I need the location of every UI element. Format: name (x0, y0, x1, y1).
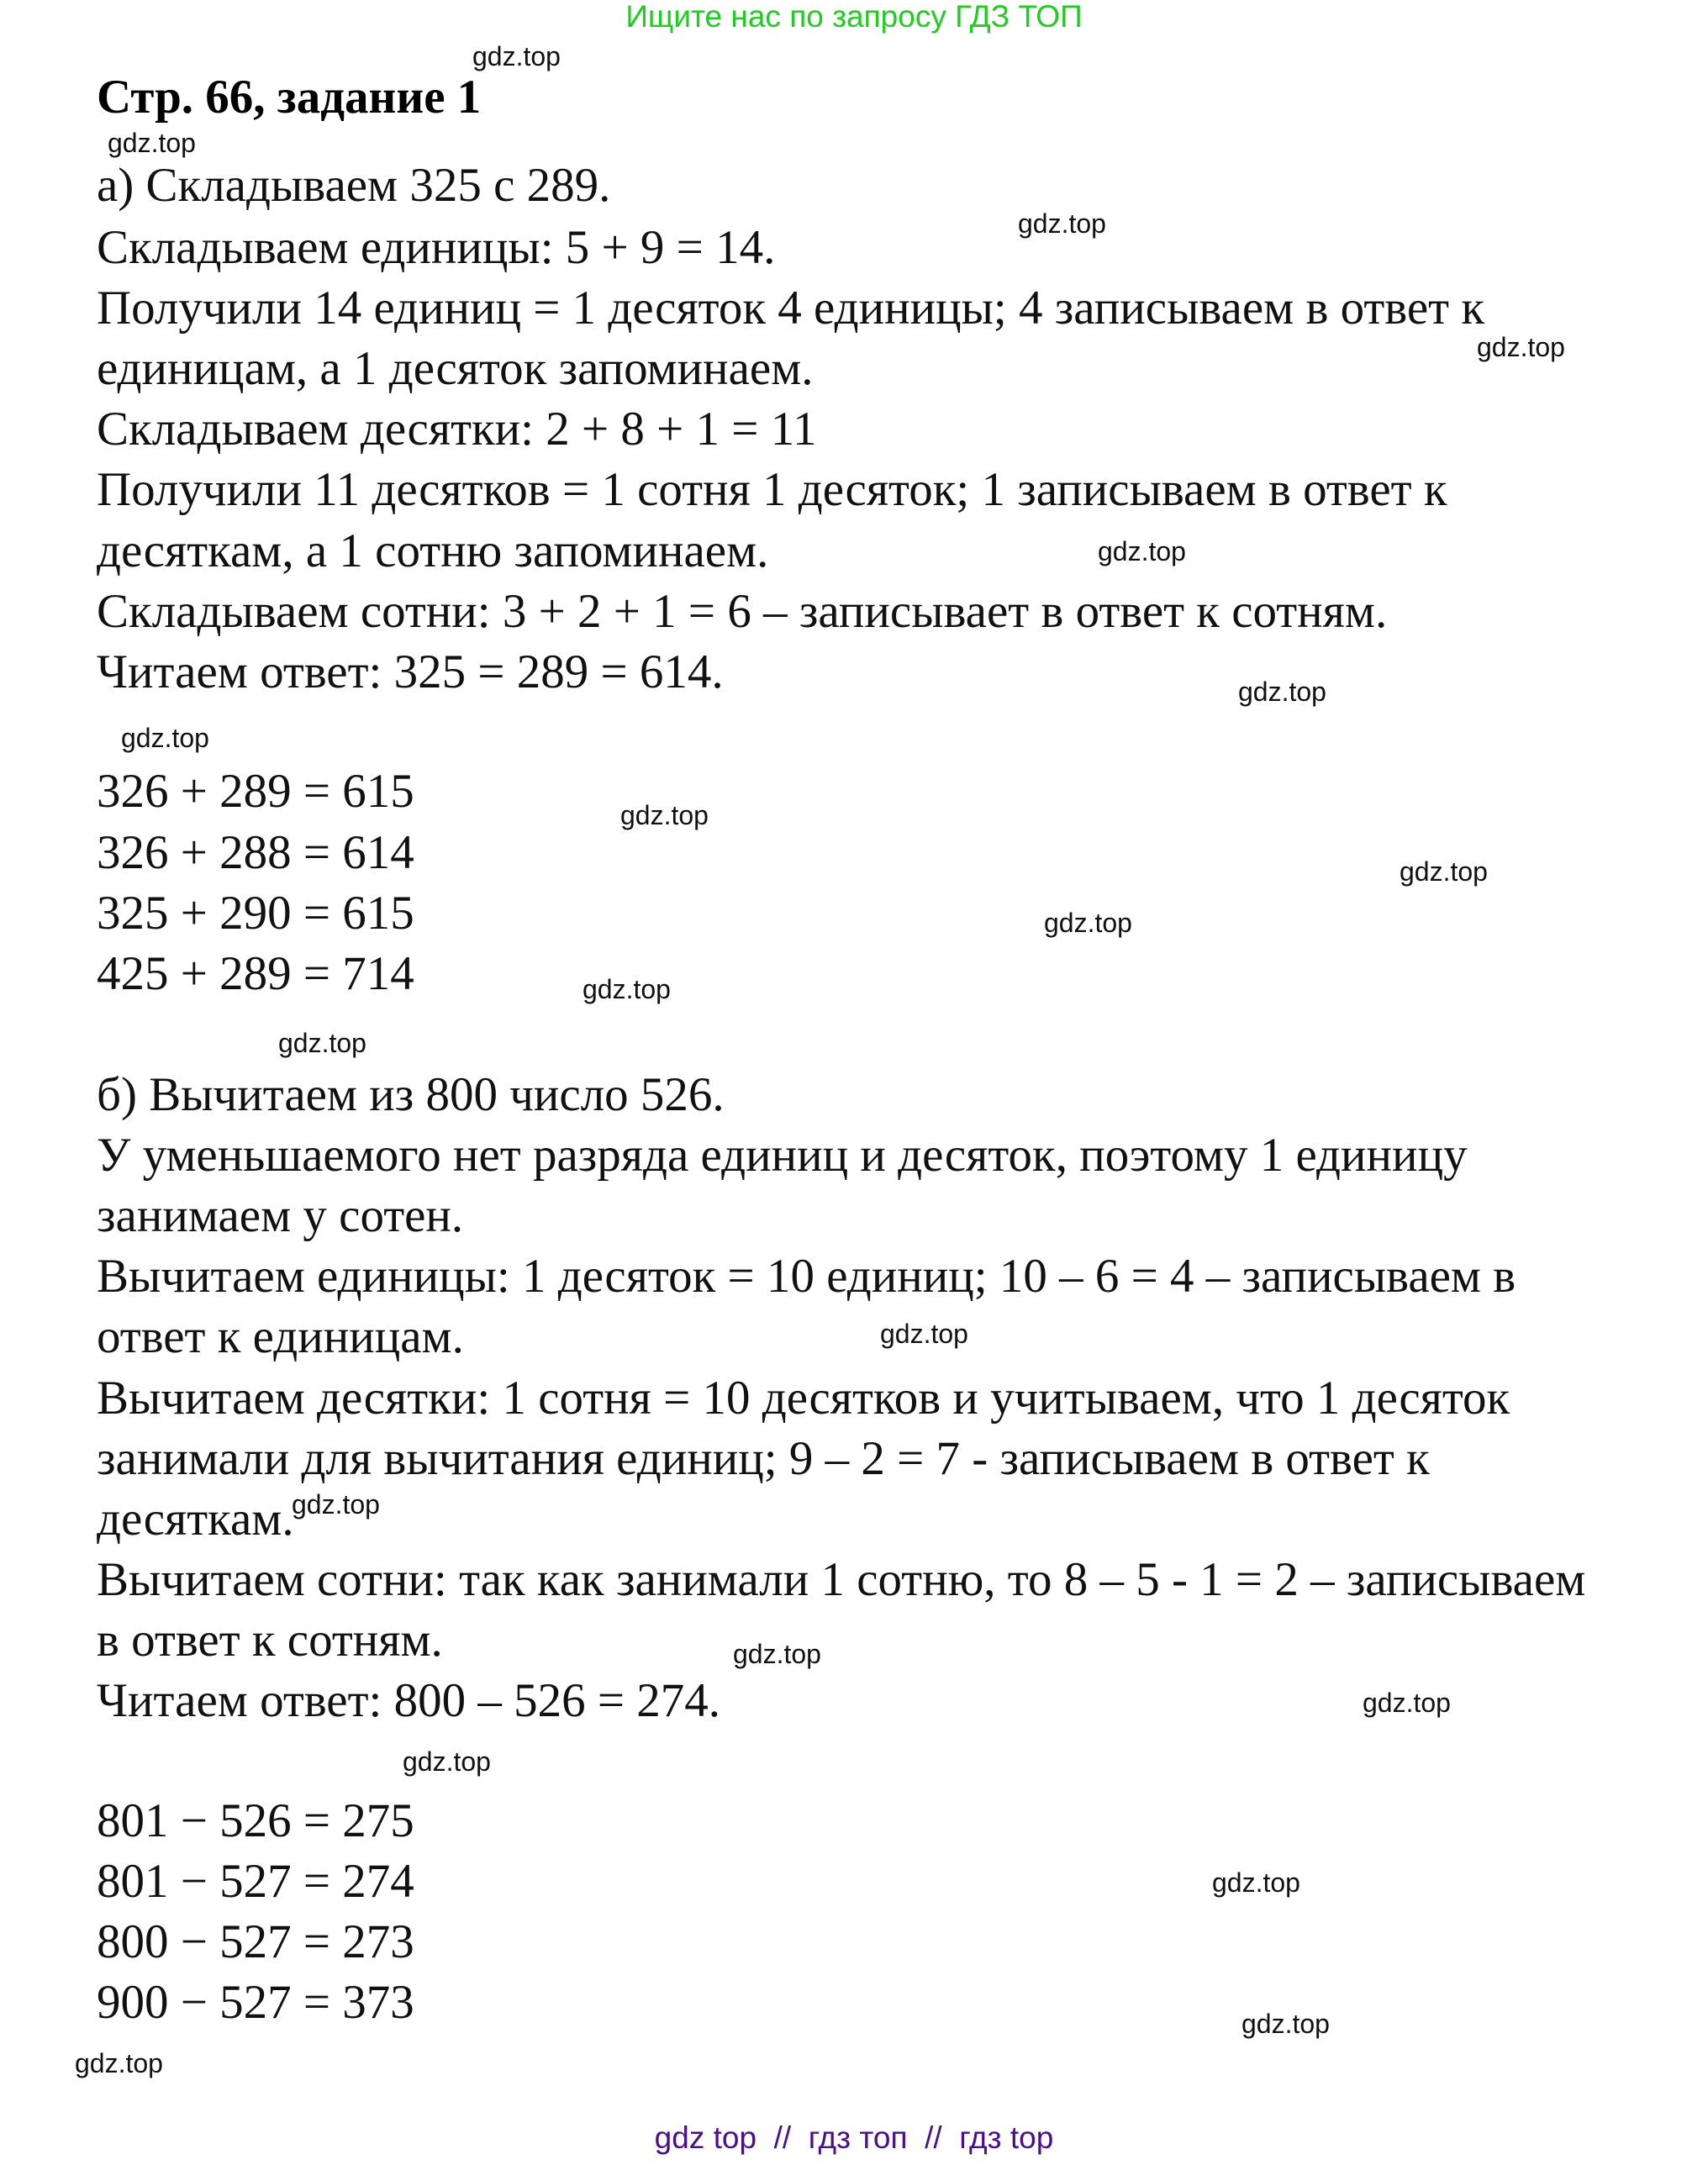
part-b-line: б) Вычитаем из 800 число 526. (97, 1068, 725, 1121)
part-b-line: занимали для вычитания единиц; 9 – 2 = 7 - записываем в ответ к (97, 1432, 1430, 1485)
part-a-line: Читаем ответ: 325 = 289 = 614. (97, 645, 724, 698)
part-b-line: десяткам. (97, 1493, 294, 1546)
part-a-example: 326 + 288 = 614 (97, 826, 414, 879)
watermark: gdz.top (1477, 332, 1565, 362)
watermark: gdz.top (1400, 856, 1488, 887)
part-a-example: 326 + 289 = 615 (97, 765, 414, 818)
watermark: gdz.top (292, 1489, 380, 1520)
watermark: gdz.top (403, 1746, 491, 1777)
watermark: gdz.top (733, 1639, 821, 1669)
search-banner: Ищите нас по запросу ГДЗ ТОП (625, 0, 1083, 34)
part-b-line: Вычитаем единицы: 1 десяток = 10 единиц; 10 – 6 = 4 – записываем в (97, 1250, 1516, 1303)
part-a-line: а) Складываем 325 с 289. (97, 159, 611, 212)
part-a-example: 425 + 289 = 714 (97, 947, 414, 1000)
part-a-line: Получили 11 десятков = 1 сотня 1 десяток; 1 записываем в ответ к (97, 463, 1447, 516)
part-a-line: Складываем десятки: 2 + 8 + 1 = 11 (97, 403, 817, 456)
part-b-line: ответ к единицам. (97, 1310, 464, 1363)
part-b-line: Читаем ответ: 800 – 526 = 274. (97, 1674, 721, 1727)
part-a-line: Складываем единицы: 5 + 9 = 14. (97, 221, 776, 274)
watermark: gdz.top (1363, 1688, 1451, 1718)
watermark: gdz.top (1241, 2009, 1330, 2039)
part-a-example: 325 + 290 = 615 (97, 887, 414, 940)
part-b-line: Вычитаем десятки: 1 сотня = 10 десятков и учитываем, что 1 десяток (97, 1372, 1510, 1425)
part-b-example: 801 − 526 = 275 (97, 1794, 414, 1847)
watermark: gdz.top (880, 1319, 968, 1349)
watermark: gdz.top (1044, 908, 1132, 938)
watermark: gdz.top (121, 723, 209, 753)
watermark: gdz.top (583, 974, 671, 1004)
watermark: gdz.top (472, 41, 561, 71)
part-a-line: Получили 14 единиц = 1 десяток 4 единицы; 4 записываем в ответ к (97, 282, 1485, 334)
part-a-line: Складываем сотни: 3 + 2 + 1 = 6 – записывает в ответ к сотням. (97, 585, 1388, 638)
watermark: gdz.top (1018, 208, 1106, 239)
footer-links[interactable]: gdz top // гдз топ // гдз top (654, 2120, 1054, 2155)
part-b-example: 800 − 527 = 273 (97, 1915, 414, 1968)
watermark: gdz.top (1238, 677, 1326, 707)
part-a-line: единицам, а 1 десяток запоминаем. (97, 342, 814, 395)
part-b-line: в ответ к сотням. (97, 1614, 443, 1667)
watermark: gdz.top (1212, 1867, 1300, 1898)
part-b-line: занимаем у сотен. (97, 1189, 464, 1242)
part-b-example: 801 − 527 = 274 (97, 1855, 414, 1908)
watermark: gdz.top (75, 2048, 163, 2078)
watermark: gdz.top (108, 128, 196, 158)
part-b-line: Вычитаем сотни: так как занимали 1 сотню, то 8 – 5 - 1 = 2 – записываем (97, 1553, 1586, 1606)
page-title: Стр. 66, задание 1 (97, 71, 482, 124)
watermark: gdz.top (620, 800, 709, 830)
part-b-line: У уменьшаемого нет разряда единиц и десяток, поэтому 1 единицу (97, 1129, 1468, 1182)
watermark: gdz.top (1098, 536, 1186, 566)
watermark: gdz.top (278, 1028, 366, 1058)
part-b-example: 900 − 527 = 373 (97, 1976, 414, 2029)
part-a-line: десяткам, а 1 сотню запоминаем. (97, 524, 769, 577)
